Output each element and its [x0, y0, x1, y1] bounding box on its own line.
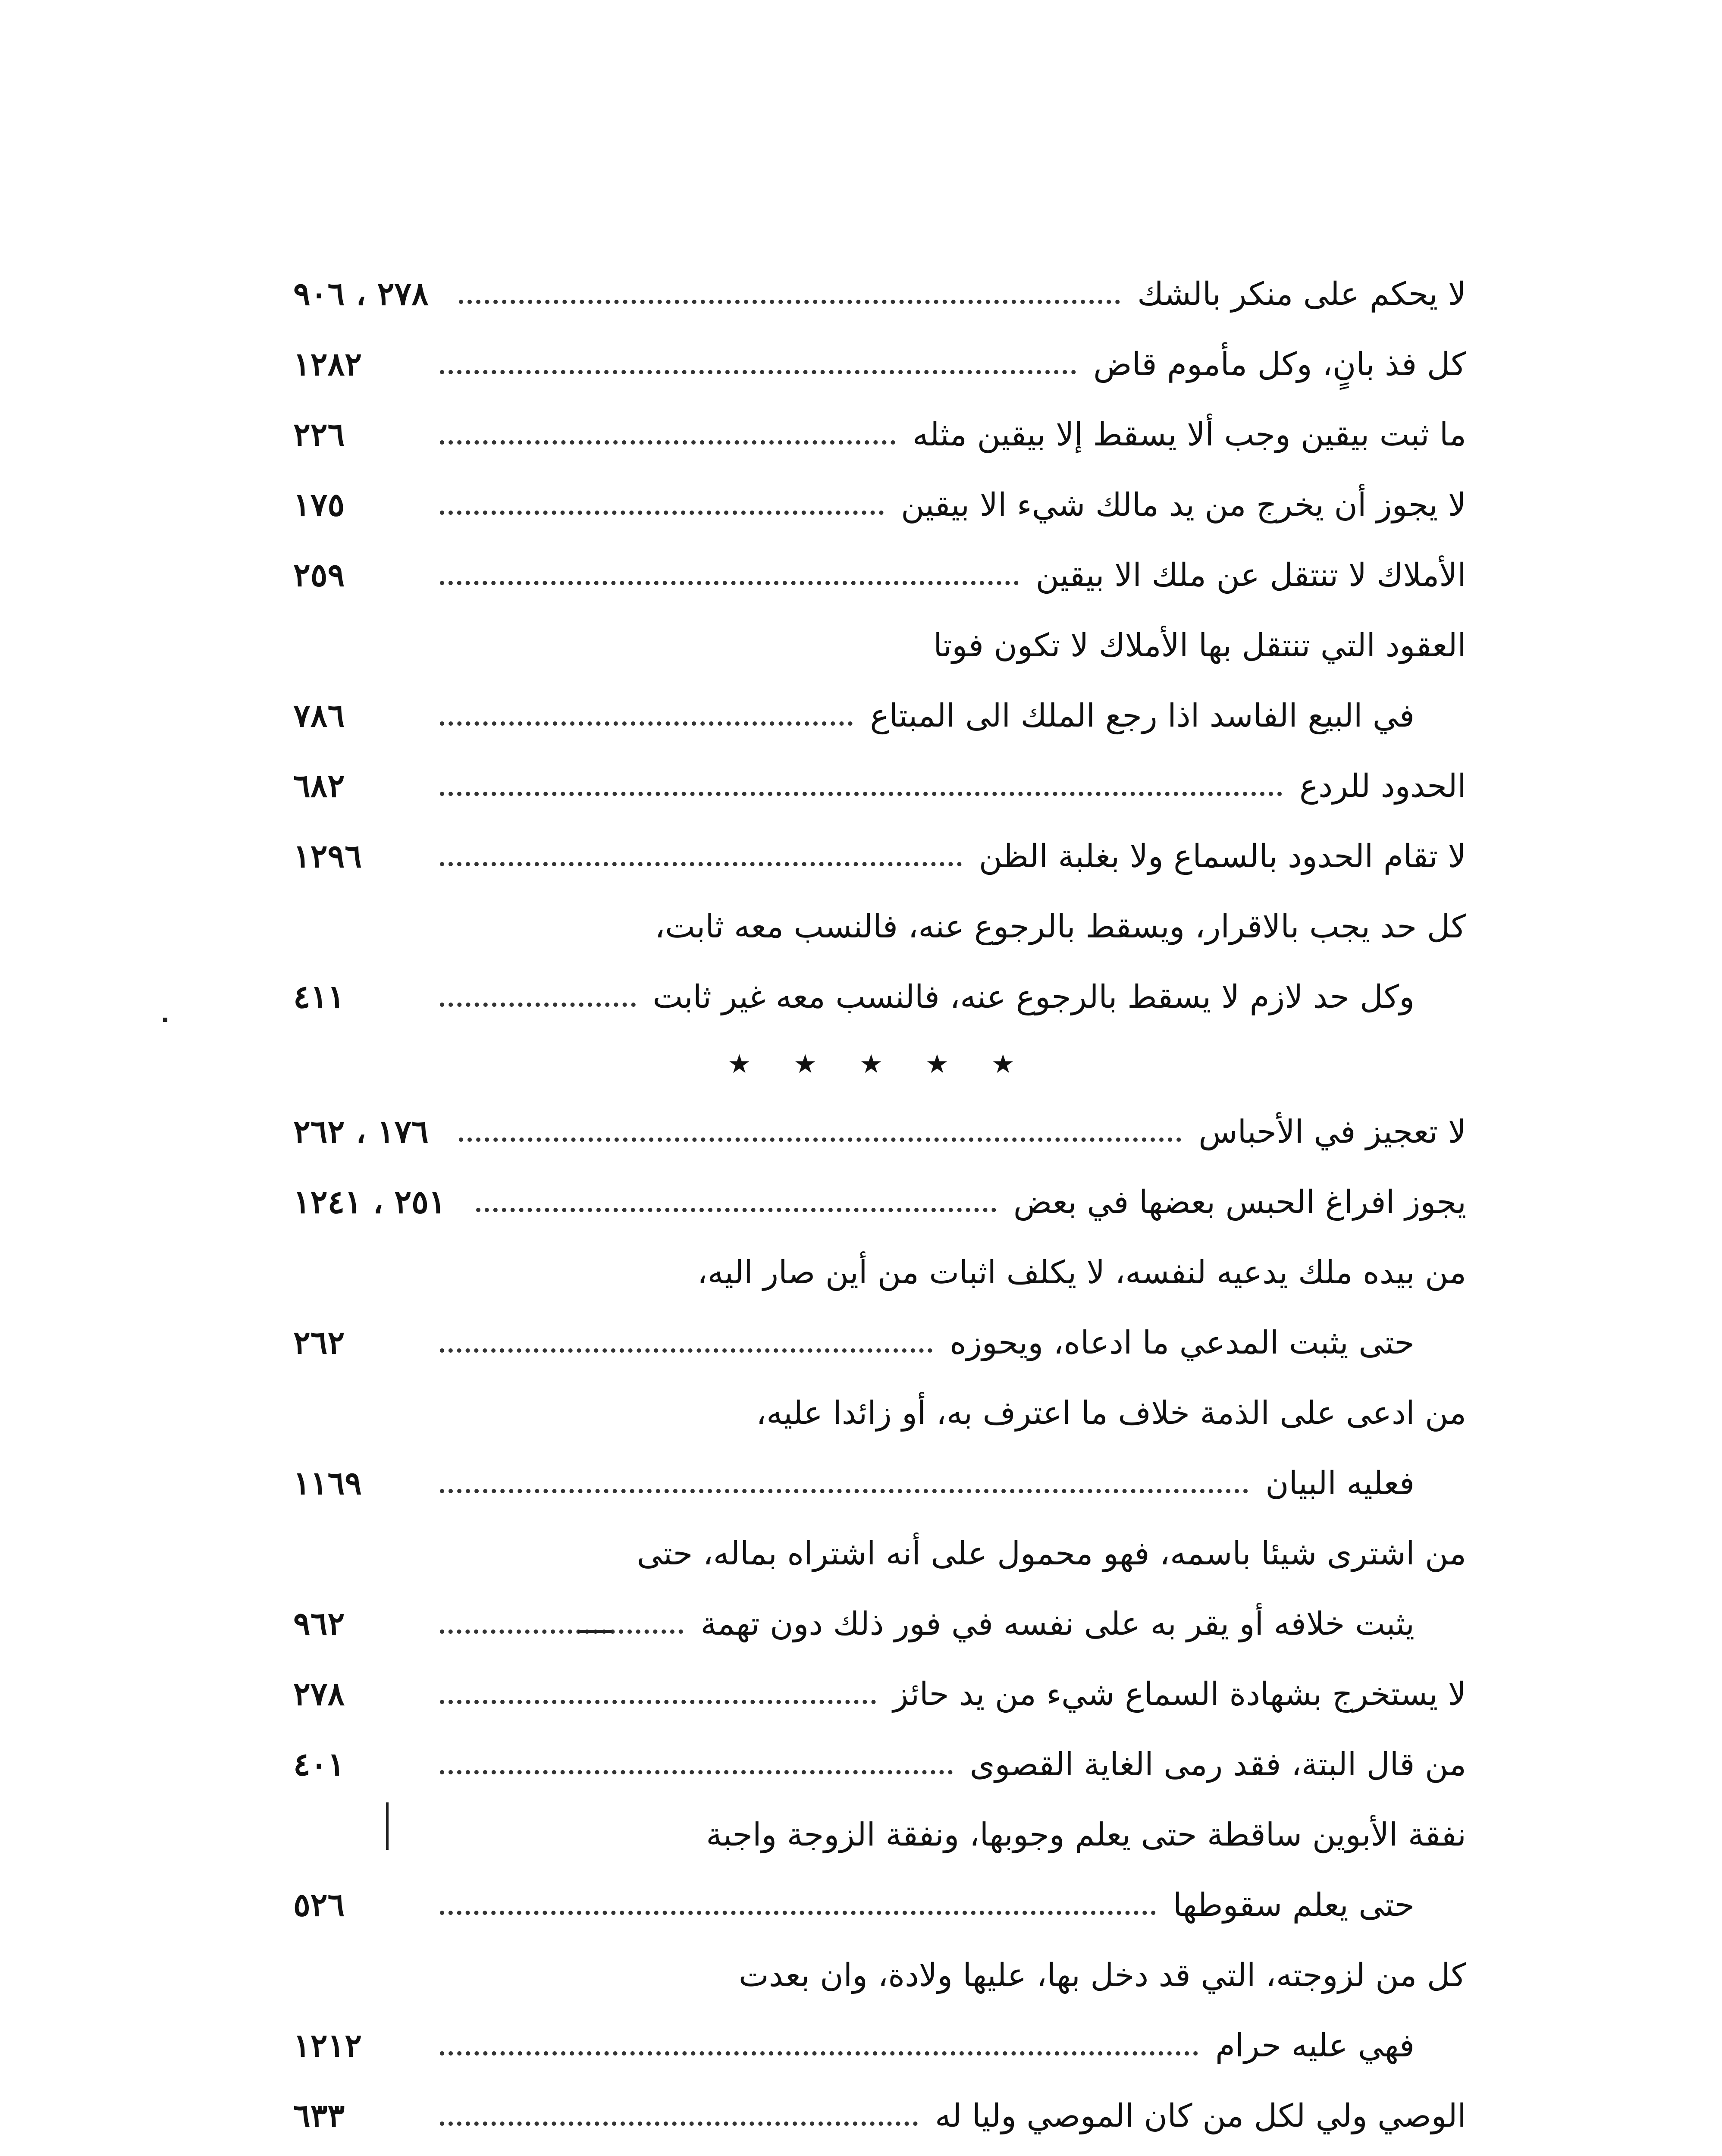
entry-text: حتى يعلم سقوطها	[1173, 1886, 1415, 1924]
entry-text: العقود التي تنتقل بها الأملاك لا تكون فوتا	[933, 627, 1466, 664]
entry-text: من بيده ملك يدعيه لنفسه، لا يكلف اثبات من أين صار اليه،	[697, 1253, 1466, 1291]
dot-leader	[440, 511, 884, 515]
dot-leader	[440, 2051, 1198, 2056]
entry-text: من ادعى على الذمة خلاف ما اعترف به، أو زائدا عليه،	[756, 1394, 1466, 1432]
stray-dot	[163, 1018, 167, 1022]
index-entry	[293, 470, 1466, 540]
index-entry	[293, 1448, 1466, 1518]
index-entry	[293, 680, 1466, 751]
page-reference: ٢٥٩	[293, 556, 345, 594]
entry-text: فهي عليه حرام	[1215, 2027, 1415, 2064]
dot-leader	[440, 440, 895, 445]
index-entry	[293, 399, 1466, 470]
page-reference: ١٧٦ ، ٢٦٢	[293, 1113, 429, 1150]
page-reference: ١٧٥	[293, 486, 345, 523]
page-reference: ١١٦٩	[293, 1464, 362, 1502]
entry-text: وكل حد لازم لا يسقط بالرجوع عنه، فالنسب معه غير ثابت	[652, 978, 1415, 1015]
dot-leader	[440, 721, 853, 726]
page-reference: ١٢١٢	[293, 2027, 362, 2064]
index-entry	[293, 1378, 1466, 1448]
page-reference: ٢٧٨	[293, 1675, 345, 1713]
dot-leader	[440, 581, 1019, 585]
index-entry	[293, 329, 1466, 399]
entry-text: في البيع الفاسد اذا رجع الملك الى المبتاع	[870, 697, 1415, 734]
page-reference: ٩٦٢	[293, 1605, 345, 1642]
dot-leader	[440, 792, 1282, 796]
entry-text: لا تعجيز في الأحباس	[1198, 1113, 1466, 1150]
stray-dash	[578, 1630, 612, 1633]
index-entry	[293, 1870, 1466, 1940]
page-reference: ٢٢٦	[293, 416, 345, 453]
dot-leader	[440, 1348, 932, 1353]
dot-leader	[440, 1003, 636, 1007]
page-reference: ٤١١	[293, 978, 345, 1015]
index-entry	[293, 1307, 1466, 1378]
entry-text: كل من لزوجته، التي قد دخل بها، عليها ولادة، وان بعدت	[738, 1956, 1466, 1994]
index-entry	[293, 2081, 1466, 2151]
entry-text: من قال البتة، فقد رمى الغاية القصوى	[969, 1745, 1466, 1783]
page-reference: ١٢٩٦	[293, 837, 362, 875]
page-reference: ٢٧٨ ، ٩٠٦	[293, 275, 429, 313]
dot-leader	[440, 1700, 876, 1704]
dot-leader	[440, 1630, 683, 1634]
page-reference: ٥٢٦	[293, 1886, 345, 1924]
dot-leader	[440, 1911, 1156, 1915]
index-entry	[293, 1659, 1466, 1729]
index-entry	[293, 540, 1466, 610]
index-entry	[293, 821, 1466, 891]
dot-leader	[440, 1489, 1248, 1493]
index-entry	[293, 962, 1466, 1032]
dot-leader	[440, 370, 1076, 374]
dot-leader	[440, 1770, 953, 1774]
index-entry	[293, 1799, 1466, 1870]
index-entry	[293, 610, 1466, 680]
entry-text: الوصي ولي لكل من كان الموصي وليا له	[935, 2097, 1466, 2134]
index-entry	[293, 1237, 1466, 1307]
separator-stars: ★ ★ ★ ★ ★	[728, 1049, 1032, 1079]
index-entry	[293, 751, 1466, 821]
index-entry	[293, 1729, 1466, 1799]
page-reference: ٧٨٦	[293, 697, 345, 734]
index-entry	[293, 2151, 1466, 2156]
entry-text: يجوز افراغ الحبس بعضها في بعض	[1013, 1183, 1466, 1221]
stray-stroke	[386, 1802, 389, 1850]
entry-text: يثبت خلافه أو يقر به على نفسه في فور ذلك دون تهمة	[700, 1605, 1415, 1642]
entry-text: لا يحكم على منكر بالشك	[1137, 275, 1466, 313]
entry-text: لا يستخرج بشهادة السماع شيء من يد حائز	[893, 1675, 1466, 1713]
index-entry	[293, 1589, 1466, 1659]
entry-text: كل حد يجب بالاقرار، ويسقط بالرجوع عنه، فالنسب معه ثابت،	[655, 908, 1466, 945]
entry-text: الحدود للردع	[1299, 767, 1466, 805]
page-reference: ٢٥١ ، ١٢٤١	[293, 1183, 446, 1221]
dot-leader	[459, 1138, 1181, 1142]
dot-leader	[476, 1208, 996, 1212]
index-entry	[293, 891, 1466, 962]
entry-text: لا تقام الحدود بالسماع ولا بغلبة الظن	[979, 837, 1466, 875]
page-reference: ٦٣٣	[293, 2097, 345, 2134]
page-reference: ٢٦٢	[293, 1324, 345, 1361]
entry-text: ما ثبت بيقين وجب ألا يسقط إلا بيقين مثله	[912, 416, 1466, 453]
dot-leader	[459, 300, 1120, 304]
entry-text: حتى يثبت المدعي ما ادعاه، ويحوزه	[950, 1324, 1415, 1361]
page-reference: ٦٨٢	[293, 767, 345, 805]
index-entry	[293, 259, 1466, 329]
dot-leader	[440, 862, 962, 866]
page-reference: ١٢٨٢	[293, 345, 362, 383]
entry-text: نفقة الأبوين ساقطة حتى يعلم وجوبها، ونفقة الزوجة واجبة	[706, 1816, 1466, 1853]
entry-text: فعليه البيان	[1265, 1464, 1415, 1502]
index-entry	[293, 1518, 1466, 1589]
page-reference: ٤٠١	[293, 1745, 345, 1783]
index-entry	[293, 1940, 1466, 2010]
index-entry	[293, 1097, 1466, 1167]
entry-text: من اشترى شيئا باسمه، فهو محمول على أنه اشتراه بماله، حتى	[637, 1535, 1466, 1572]
index-list-bottom	[293, 1097, 1466, 2156]
index-content	[293, 259, 1466, 2156]
index-entry	[293, 1167, 1466, 1237]
entry-text: لا يجوز أن يخرج من يد مالك شيء الا بيقين	[901, 486, 1466, 523]
entry-text: كل فذ بانٍ، وكل مأموم قاض	[1093, 345, 1466, 383]
index-entry	[293, 2010, 1466, 2081]
index-list-top	[293, 259, 1466, 1032]
dot-leader	[440, 2122, 918, 2126]
entry-text: الأملاك لا تنتقل عن ملك الا بيقين	[1035, 556, 1466, 594]
